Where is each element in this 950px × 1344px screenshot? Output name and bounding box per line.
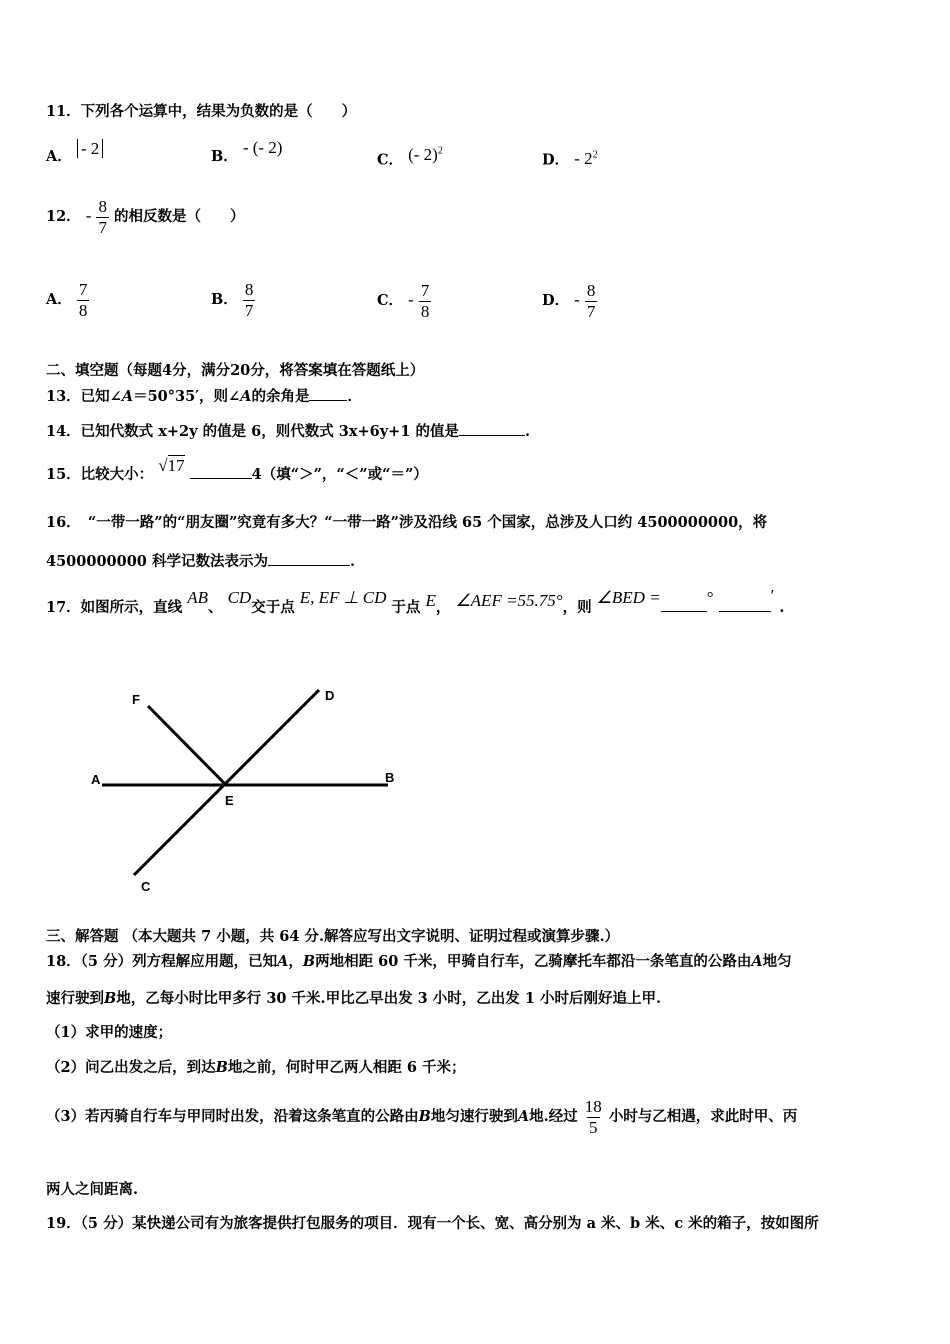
q17: 17．如图所示，直线 AB、 CD交于点 E, EF ⊥ CD 于点 E， ∠AEF =55.75°，则 ∠BED = ° ′ . (46, 586, 785, 616)
q11-option-c: C． (- 2)$^2$ (377, 144, 443, 169)
option-label: C． (377, 151, 404, 169)
q11-expr-b: - (- 2) (242, 138, 283, 157)
label-e: E (225, 793, 234, 808)
label-a: A (91, 772, 101, 787)
q18-part2: （2）问乙出发之后，到达B地之前，何时甲乙两人相距 6 千米； (46, 1059, 466, 1076)
q15: 15．比较大小： √17 4（填“＞”，“＜”或“＝”） (46, 456, 428, 483)
minute-blank[interactable] (719, 597, 771, 612)
section2-title: 二、填空题（每题4分，满分20分，将答案填在答题纸上） (46, 362, 425, 379)
degree-blank[interactable] (661, 597, 707, 612)
q13: 13．已知∠A＝50°35′，则∠A的余角是 ． (46, 388, 362, 405)
q12-stem: 12． - $\frac{8}{7}$ 的相反数是（ ） (46, 196, 245, 237)
option-label: B． (211, 148, 238, 165)
option-label: D． (542, 151, 570, 169)
q12-option-b: B． $\frac{8}{7}$ (211, 279, 254, 320)
q12-option-a: A． $\frac{7}{8}$ (46, 279, 88, 320)
answer-blank[interactable] (459, 421, 525, 436)
q11-stem: 11．下列各个运算中，结果为负数的是（ ） (46, 103, 357, 120)
label-b: B (385, 770, 395, 785)
q18-part3-cont: 两人之间距离. (46, 1181, 139, 1198)
q12-option-d: D． - $\frac{8}{7}$ (542, 280, 596, 321)
q18-part1: （1）求甲的速度； (46, 1024, 173, 1041)
ray-ef (148, 706, 226, 785)
q16-line2: 4500000000 科学记数法表示为 . (46, 553, 356, 570)
answer-blank[interactable] (309, 386, 347, 401)
q12-fraction: $\frac{8}{7}$ (98, 196, 107, 237)
q19: 19．（5 分）某快递公司有为旅客提供打包服务的项目．现有一个长、宽、高分别为 a 米、b 米、c 米的箱子，按如图所 (46, 1215, 819, 1232)
answer-blank[interactable] (268, 551, 350, 566)
q18-line1: 18．（5 分）列方程解应用题，已知A，B两地相距 60 千米，甲骑自行车，乙骑摩托车都沿一条笔直的公路由A地匀 (46, 953, 792, 970)
time-fraction: $\frac{18}{5}$ (584, 1096, 602, 1137)
q16-line1: 16． “一带一路”的“朋友圈”究竟有多大？“一带一路”涉及沿线 65 个国家，总涉及人口约 4500000000，将 (46, 514, 768, 531)
intersecting-lines-figure (80, 678, 410, 893)
option-label: A． (46, 148, 72, 165)
q18-line2: 速行驶到B地，乙每小时比甲多行 30 千米.甲比乙早出发 3 小时，乙出发 1 小时后刚好追上甲. (46, 990, 662, 1007)
label-f: F (132, 692, 140, 707)
q14: 14．已知代数式 x+2y 的值是 6，则代数式 3x+6y+1 的值是 . (46, 423, 531, 440)
section3-title: 三、解答题 （本大题共 7 小题，共 64 分.解答应写出文字说明、证明过程或演算步骤.） (46, 928, 620, 945)
q12-option-c: C． - $\frac{7}{8}$ (377, 280, 430, 321)
q11-expr-c: (- 2) (408, 144, 438, 164)
label-d: D (325, 688, 335, 703)
line-cd (134, 690, 319, 875)
q11-expr-d: - 2 (574, 148, 593, 168)
q18-part3: （3）若丙骑自行车与甲同时出发，沿着这条笔直的公路由B地匀速行驶到A地.经过 $\frac{18}{5}$ 小时与乙相遇，求此时甲、丙 (46, 1096, 798, 1137)
q11-option-d: D． - $2^2$ (542, 148, 598, 169)
sqrt-expression: √17 (158, 456, 185, 475)
q11-expr-a: - 2 (77, 139, 103, 158)
label-c: C (141, 879, 151, 893)
q11-option-a (46, 139, 103, 167)
q11-option-b (211, 138, 283, 167)
answer-blank[interactable] (190, 464, 252, 479)
